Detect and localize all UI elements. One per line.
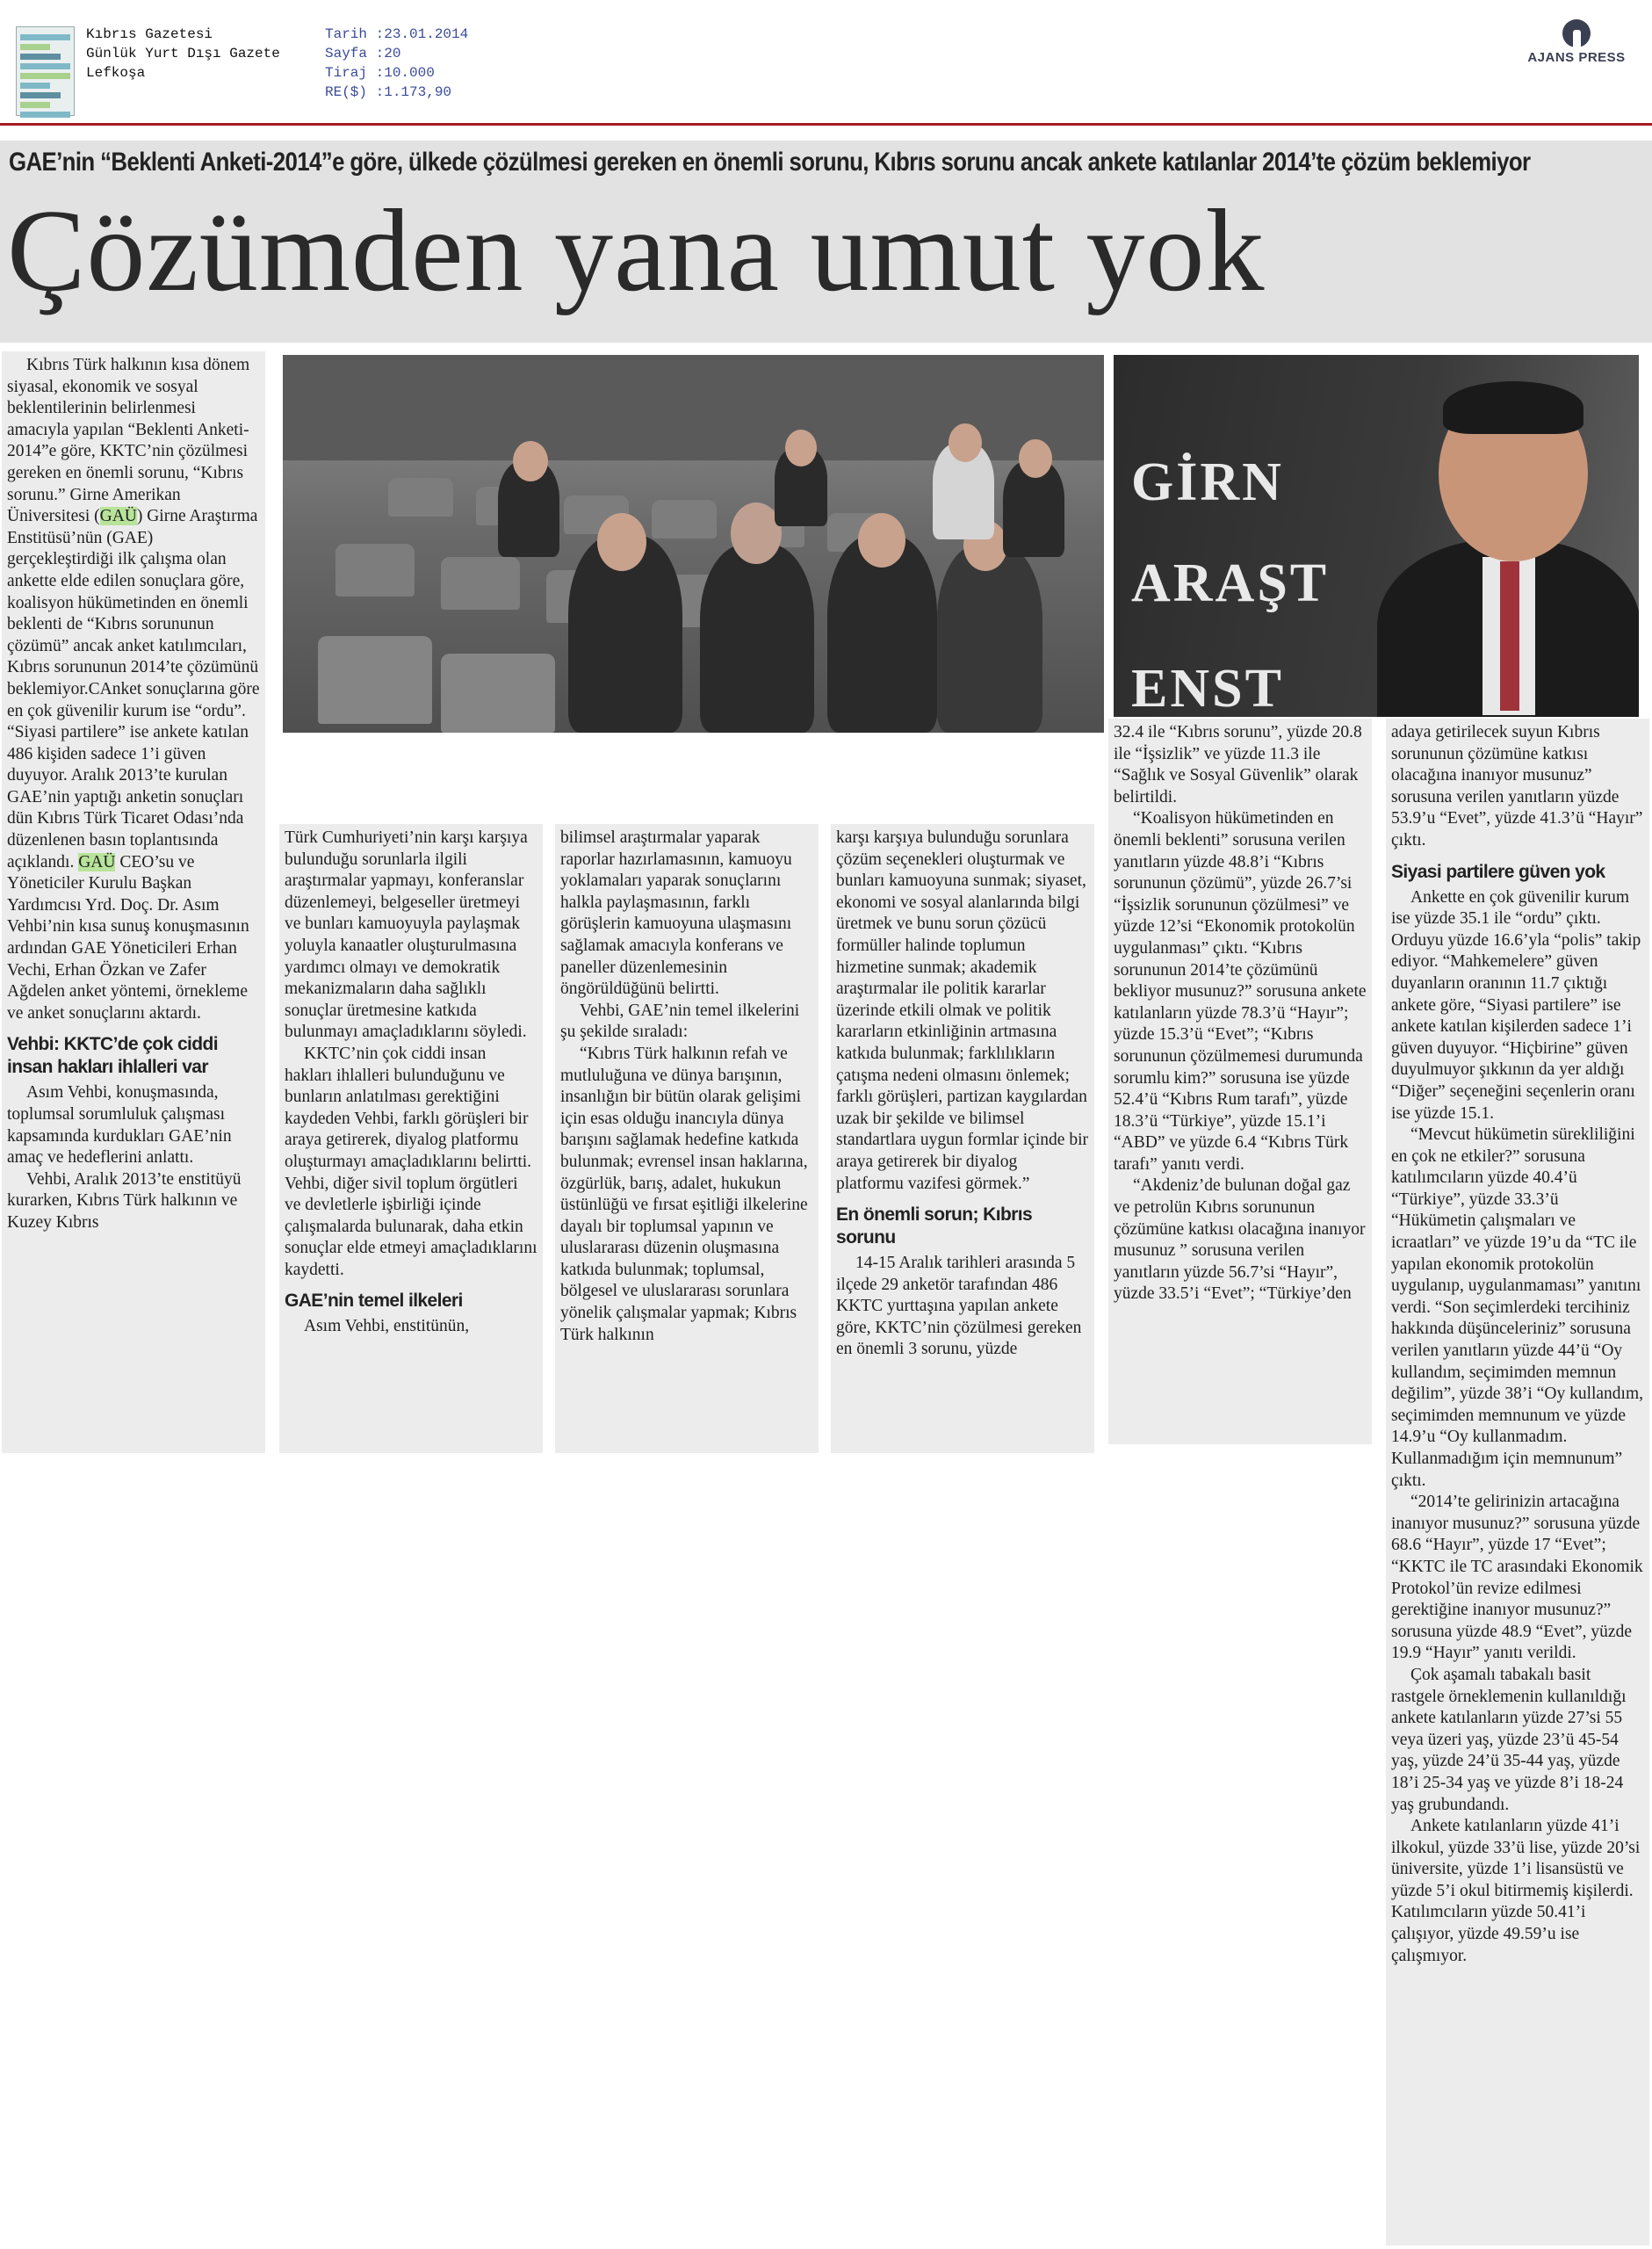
article-headline: Çözümden yana umut yok — [7, 185, 1266, 315]
newspaper-type: Günlük Yurt Dışı Gazete — [86, 46, 280, 61]
meta-page: Sayfa :20 — [325, 46, 401, 61]
col6-paragraph-5: Çok aşamalı tabakalı basit rastgele örneklemenin kullanıldığı ankete katılanların yüzde 27’si 55 veya üzeri yaş, yüzde 23’ü 45-54 yaş, yüzde 24’ü 35-44 yaş, yüzde 18’i 25-34 yaş ve yüzde 8’i 18-24 yaş grubundandı. — [1391, 1665, 1627, 1814]
sign-line-3: ENST — [1131, 659, 1284, 717]
meta-circulation: Tiraj :10.000 — [325, 65, 435, 81]
col5-paragraph-3: “Akdeniz’de bulunan doğal gaz ve petrolün Kıbrıs sorununun çözümüne katkısı olacağına inanıyor musunuz ” sorusuna verilen yanıtların yüzde 56.7’si “Hayır”, yüzde 33.5’i “Evet”; “Türkiye’den — [1114, 1176, 1366, 1304]
col2-subheading: GAE’nin temel ilkeleri — [285, 1291, 463, 1312]
article-column-6 — [1386, 719, 1649, 2245]
col2-paragraph-2: KKTC’nin çok ciddi insan hakları ihlalleri bulunduğunu ve bunların anlatılması gerektiğini kaydeden Vehbi, farklı görüşleri bir araya getirerek, diyalog platformu oluşturmayı amaçladıklarını belirtti. Vehbi, diğer sivil toplum örgütleri ve devletlerle işbirliği içinde çalışmalarda bulunarak, daha etkin sonuçlar elde etmeyi amaçladıklarını kaydetti. — [285, 1044, 537, 1279]
newspaper-city: Lefkoşa — [86, 65, 146, 81]
col1-paragraph-2: Asım Vehbi, konuşmasında, toplumsal sorumluluk çalışması kapsamında kurdukları GAE’nin amaç ve hedeflerini anlattı. — [7, 1083, 232, 1168]
sign-line-2: ARAŞT — [1131, 553, 1330, 613]
newspaper-name: Kıbrıs Gazetesi — [86, 26, 213, 42]
col1-text-c: CEO’su ve Yöneticiler Kurulu Başkan Yardımcısı Yrd. Doç. Dr. Asım Vehbi’nin kısa sunuş konuşmasının ardından GAE Yöneticileri Erhan Vechi, Erhan Özkan ve Zafer Ağdelen anket yöntemi, örnekleme ve anket sonuçlarını aktardı. — [7, 852, 249, 1023]
article-column-4 — [831, 824, 1094, 1453]
gau-highlight: GAÜ — [99, 507, 137, 526]
col4-paragraph-2: 14-15 Aralık tarihleri arasında 5 ilçede 29 anketör tarafından 486 KKTC yurttaşına yapılan ankete göre, KKTC’nin çözülmesi gereken en önemli 3 sorunu, yüzde — [836, 1254, 1082, 1359]
agency-name: AJANS PRESS — [1527, 50, 1626, 65]
col3-paragraph-3: “Kıbrıs Türk halkının refah ve mutluluğuna ve dünya barışının, insanlığın bir bütün olarak gelişimi için esas olduğu inancıyla dünya barışını sağlamak hedefine katkıda bulunmak; evrensel insan haklarına, özgürlük, barış, adalet, hukukun üstünlüğü ve fırsat eşitliği ilkelerine dayalı bir toplumsal yapının ve uluslararası düzenin oluşmasına katkıda bulunmak; toplumsal, bölgesel ve uluslararası sorunlara yönelik çalışmalar yapmak; Kıbrıs Türk halkının — [560, 1044, 808, 1344]
ajans-press-icon — [1562, 19, 1591, 47]
col3-paragraph-1: bilimsel araştırmalar yaparak raporlar hazırlamasının, kamuoyu yoklamaları yaparak sonuçlarını halkla paylaşmasının, farklı görüşlerin kamuoyuna ulaşmasını sağlamak amacıyla konferans ve paneller düzenlemesinin öngörüldüğünü belirtti. — [560, 828, 792, 999]
article-column-1 — [2, 351, 265, 1453]
header-divider — [0, 123, 1652, 126]
source-info — [86, 25, 280, 83]
col2-paragraph-3: Asım Vehbi, enstitünün, — [304, 1317, 470, 1336]
col6-paragraph-3: “Mevcut hükümetin sürekliliğini en çok ne etkiler?” sorusuna katılımcıların yüzde 40.4’ü “Türkiye”, yüzde 33.3’ü “Hükümetin çalışmaları ve icraatları” ve yüzde 19’u da “TC ile yapılan ekonomik protokolün uygulanıp, uygulanmaması” yanıtını verdi. “Son seçimlerdeki tercihiniz hakkında düşünceleriniz” sorusuna verilen yanıtların yüzde 44’ü “Oy kullandım, seçimimden memnun değilim”, yüzde 38’i “Oy kullandım, seçimimden memnunum ve yüzde 14.9’u “Oy kullanmadım. Kullanmadığım için memnunum” çıktı. — [1391, 1125, 1644, 1490]
col1-text-a: Kıbrıs Türk halkının kısa dönem siyasal, ekonomik ve sosyal beklentilerinin belirlenmesi amacıyla yapılan “Beklenti Anketi-2014”e göre, KKTC’nin çözülmesi gereken en önemli sorunu, “Kıbrıs sorunu.” Girne Amerikan Üniversitesi ( — [7, 356, 250, 526]
col1-subheading: Vehbi: KKTC’de çok ciddi insan hakları ihlalleri var — [7, 1034, 218, 1078]
article-subhead: GAE’nin “Beklenti Anketi-2014”e göre, ülkede çözülmesi gereken en önemli sorunu, Kıbrıs sorunu ancak ankete katılanlar 2014’te çözüm beklemiyor — [9, 148, 1531, 177]
col6-subheading: Siyasi partilere güven yok — [1391, 861, 1605, 882]
clipping-thumbnail — [16, 26, 75, 116]
col1-text-b: ) Girne Araştırma Enstitüsü’nün (GAE) gerçekleştirdiği ilk çalışma olan ankette elde edilen sonuçlara göre, koalisyon hükümetinden en önemli beklenti de “Kıbrıs sorununun çözümü” ancak anket katılımcıları, Kıbrıs sorununun 2014’te çözümünü beklemiyor.CAnket sonuçlarına göre en çok güvenilir kurum ise “ordu”. “Siyasi partilere” ise ankete katılan 486 kişiden sadece 1’i güven duyuyor. Aralık 2013’te kurulan GAE’nin yaptığı anketin sonuçları dün Kıbrıs Türk Ticaret Odası’nda düzenlenen basın toplantısında açıklandı. — [7, 507, 260, 871]
audience-photo — [283, 355, 1104, 733]
col6-paragraph-1: adaya getirilecek suyun Kıbrıs sorununun çözümüne katkısı olacağına inanıyor musunuz” sorusuna verilen yanıtların yüzde 53.9’u “Evet”, yüzde 41.3’ü “Hayır” çıktı. — [1391, 723, 1643, 850]
sign-line-1: GİRN — [1131, 452, 1284, 512]
meta-ad-value: RE($) :1.173,90 — [325, 84, 452, 100]
article-column-5 — [1108, 719, 1372, 1444]
col5-paragraph-2: “Koalisyon hükümetinden en önemli beklenti” sorusuna verilen yanıtların yüzde 48.8’i “Kıbrıs sorununun çözümü”, yüzde 26.7’si “İşsizlik sorununun çözülmesi” ve yüzde 12’si “Ekonomik protokolün uygulanması” çıktı. “Kıbrıs sorununun 2014’te çözümünü bekliyor musunuz?” sorusuna ankete katılanların yüzde 78.3’ü “Hayır”; yüzde 15.3’ü “Evet”; “Kıbrıs sorununun çözülmemesi durumunda sorumlu kim?” sorusuna ise yüzde 52.4’ü “Kıbrıs Rum tarafı”, yüzde 18.3’ü “Türkiye”, yüzde 15.1’i “ABD” ve yüzde 6.4 “Kıbrıs Türk tarafı” yanıtı verdi. — [1114, 809, 1367, 1174]
article-column-2 — [279, 824, 543, 1453]
col4-paragraph-1: karşı karşıya bulunduğu sorunlara çözüm seçenekleri oluşturmak ve bunları kamuoyuna sunmak; siyaset, ekonomi ve sosyal alanlarında bilgi üretmek ve bunu sorun çözücü formüller halinde toplumun hizmetine sunmak; akademik araştırmalar ile politik kararlar üzerinde etkili olmak ve politik kararların etkinliğinin artmasına katkıda bulunmak; farklılıkların çatışma nedeni olmasını önlemek; farklı görüşleri, partizan kaygılardan uzak bir şekilde ve bilimsel standartlara uygun formlar içinde bir araya getirerek bir diyalog platformu vazifesi görmek.” — [836, 828, 1088, 1193]
meta-date: Tarih :23.01.2014 — [325, 26, 469, 42]
gau-highlight-2: GAÜ — [78, 852, 116, 871]
col4-subheading: En önemli sorun; Kıbrıs sorunu — [836, 1204, 1033, 1248]
col5-paragraph-1: 32.4 ile “Kıbrıs sorunu”, yüzde 20.8 ile “İşsizlik” ve yüzde 11.3 ile “Sağlık ve Sosyal Güvenlik” olarak belirtildi. — [1114, 723, 1362, 806]
article-column-3 — [555, 824, 819, 1453]
col6-paragraph-6: Ankete katılanların yüzde 41’i ilkokul, yüzde 33’ü lise, yüzde 20’si üniversite, yüzde 1’i lisansüstü ve yüzde 5’i okul bitirmemiş kişilerdi. Katılımcıların yüzde 50.41’i çalışıyor, yüzde 49.59’u ise çalışmıyor. — [1391, 1817, 1641, 1965]
clipping-meta — [325, 25, 468, 102]
col1-paragraph-3: Vehbi, Aralık 2013’te enstitüyü kurarken, Kıbrıs Türk halkının ve Kuzey Kıbrıs — [7, 1169, 242, 1232]
agency-logo — [1519, 19, 1634, 65]
col6-paragraph-2: Ankette en çok güvenilir kurum ise yüzde 35.1 ile “ordu” çıktı. Orduyu yüzde 16.6’yla “polis” takip ediyor. “Mahkemelere” güven duyanların oranının 11.7 çıktığı ankete göre, “Siyasi partilere” ise ankete katılan kişilerden sadece 1’i güven duyuyor. “Hiçbirine” güven duyulmuyor şıkkının da yer aldığı “Diğer” seçeneğini seçenlerin oranı ise yüzde 15.1. — [1391, 887, 1641, 1123]
col6-paragraph-4: “2014’te gelirinizin artacağına inanıyor musunuz?” sorusuna yüzde 68.6 “Hayır”, yüzde 17 “Evet”; “KKTC ile TC arasındaki Ekonomik Protokol’ün revize edilmesi gerektiğine inanıyor musunuz?” sorusuna yüzde 48.9 “Evet”, yüzde 19.9 “Hayır” yanıtı verildi. — [1391, 1493, 1643, 1663]
col3-paragraph-2: Vehbi, GAE’nin temel ilkelerini şu şekilde sıraladı: — [560, 1001, 800, 1042]
col2-paragraph-1: Türk Cumhuriyeti’nin karşı karşıya bulunduğu sorunlarla ilgili araştırmalar yapmayı, konferanslar düzenlemeyi, belgeseller üretmeyi ve bunları kamuoyuyla paylaşmak yoluyla kanaatler oluşturulmasına yardımcı olmayı ve demokratik mekanizmaların daha sağlıklı sonuçlar üretmesine katkıda bulunmayı amaçladıklarını söyledi. — [285, 828, 528, 1042]
col1-paragraph-1 — [7, 355, 260, 1024]
speaker-photo — [1114, 355, 1639, 717]
